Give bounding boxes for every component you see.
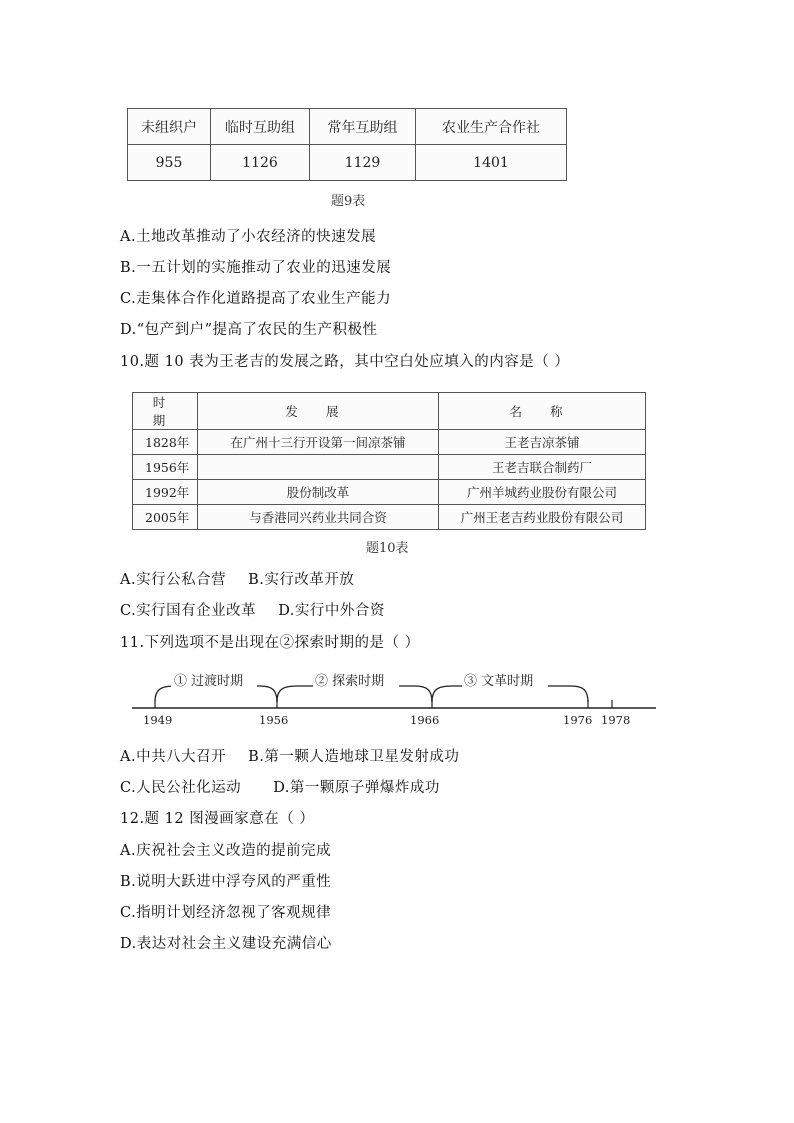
table-9-header-cell: 未组织户 (128, 109, 211, 145)
table-10-cell: 广州羊城药业股份有限公司 (439, 480, 646, 505)
table-row (133, 430, 646, 455)
q11-options-row-2 (120, 778, 440, 798)
q11-option-b: B.第一颗人造地球卫星发射成功 (248, 749, 460, 765)
q10-options-row-1 (120, 570, 354, 590)
table-10-caption: 题10表 (366, 541, 409, 556)
table-9-caption: 题9表 (331, 194, 366, 209)
table-10-cell: 王老吉凉茶铺 (439, 430, 646, 455)
timeline-period-2: ② 探索时期 (315, 674, 385, 689)
table-row (133, 480, 646, 505)
q9-option-c: C.走集体合作化道路提高了农业生产能力 (120, 291, 392, 307)
q11-option-c: C.人民公社化运动 (120, 780, 242, 796)
q11-options-row-1 (120, 747, 459, 767)
table-10-blank-cell (198, 455, 439, 480)
q10-stem: 10.题 10 表为王老吉的发展之路，其中空白处应填入的内容是（ ） (120, 354, 570, 370)
table-10-cell: 广州王老吉药业股份有限公司 (439, 505, 646, 530)
timeline-year: 1956 (259, 713, 289, 727)
q12-option-d: D.表达对社会主义建设充满信心 (120, 936, 332, 952)
table-9 (127, 108, 567, 181)
q12-option-a: A.庆祝社会主义改造的提前完成 (120, 843, 332, 859)
q12-option-b: B.说明大跃进中浮夸风的严重性 (120, 874, 332, 890)
timeline-year: 1976 (563, 713, 593, 727)
table-9-value-cell: 1401 (416, 145, 567, 181)
q9-option-a: A.土地改革推动了小农经济的快速发展 (120, 229, 377, 245)
table-10-cell: 与香港同兴药业共同合资 (198, 505, 439, 530)
q12-stem: 12.题 12 图漫画家意在（ ） (120, 811, 315, 827)
table-10-cell: 2005年 (133, 505, 198, 530)
timeline-period-3: ③ 文革时期 (464, 674, 534, 689)
table-9-header-cell: 临时互助组 (211, 109, 310, 145)
table-9-header-cell: 农业生产合作社 (416, 109, 567, 145)
q12-option-c: C.指明计划经济忽视了客观规律 (120, 905, 332, 921)
q11-option-a: A.中共八大召开 (120, 749, 227, 765)
q9-option-d: D.“包产到户”提高了农民的生产积极性 (120, 322, 378, 338)
timeline-year: 1966 (410, 713, 440, 727)
table-9-value-row (128, 145, 567, 181)
table-10 (132, 392, 646, 530)
table-10-cell: 1956年 (133, 455, 198, 480)
table-10-cell: 股份制改革 (198, 480, 439, 505)
table-9-value-cell: 1129 (310, 145, 416, 181)
table-10-cell: 1828年 (133, 430, 198, 455)
q10-option-c: C.实行国有企业改革 (120, 603, 257, 619)
q11-option-d: D.第一颗原子弹爆炸成功 (273, 780, 440, 796)
table-10-cell: 在广州十三行开设第一间凉茶铺 (198, 430, 439, 455)
table-9-value-cell: 955 (128, 145, 211, 181)
table-10-header-cell: 名 称 (439, 393, 646, 430)
table-10-header-row (133, 393, 646, 430)
timeline-period-1: ① 过渡时期 (174, 674, 244, 689)
q10-options-row-2 (120, 601, 385, 621)
table-10-header-cell: 时 期 (133, 393, 198, 430)
q11-stem: 11.下列选项不是出现在②探索时期的是（ ） (120, 635, 420, 651)
table-row (133, 455, 646, 480)
q10-option-a: A.实行公私合营 (120, 572, 227, 588)
table-row (133, 505, 646, 530)
q9-option-b: B.一五计划的实施推动了农业的迅速发展 (120, 260, 392, 276)
table-9-header-cell: 常年互助组 (310, 109, 416, 145)
q10-option-b: B.实行改革开放 (248, 572, 355, 588)
table-9-value-cell: 1126 (211, 145, 310, 181)
table-10-header-cell: 发 展 (198, 393, 439, 430)
table-10-cell: 王老吉联合制药厂 (439, 455, 646, 480)
timeline-figure (0, 660, 794, 730)
timeline-year: 1949 (143, 713, 173, 727)
table-10-cell: 1992年 (133, 480, 198, 505)
timeline-year: 1978 (601, 713, 631, 727)
q10-option-d: D.实行中外合资 (278, 603, 385, 619)
table-9-header-row (128, 109, 567, 145)
